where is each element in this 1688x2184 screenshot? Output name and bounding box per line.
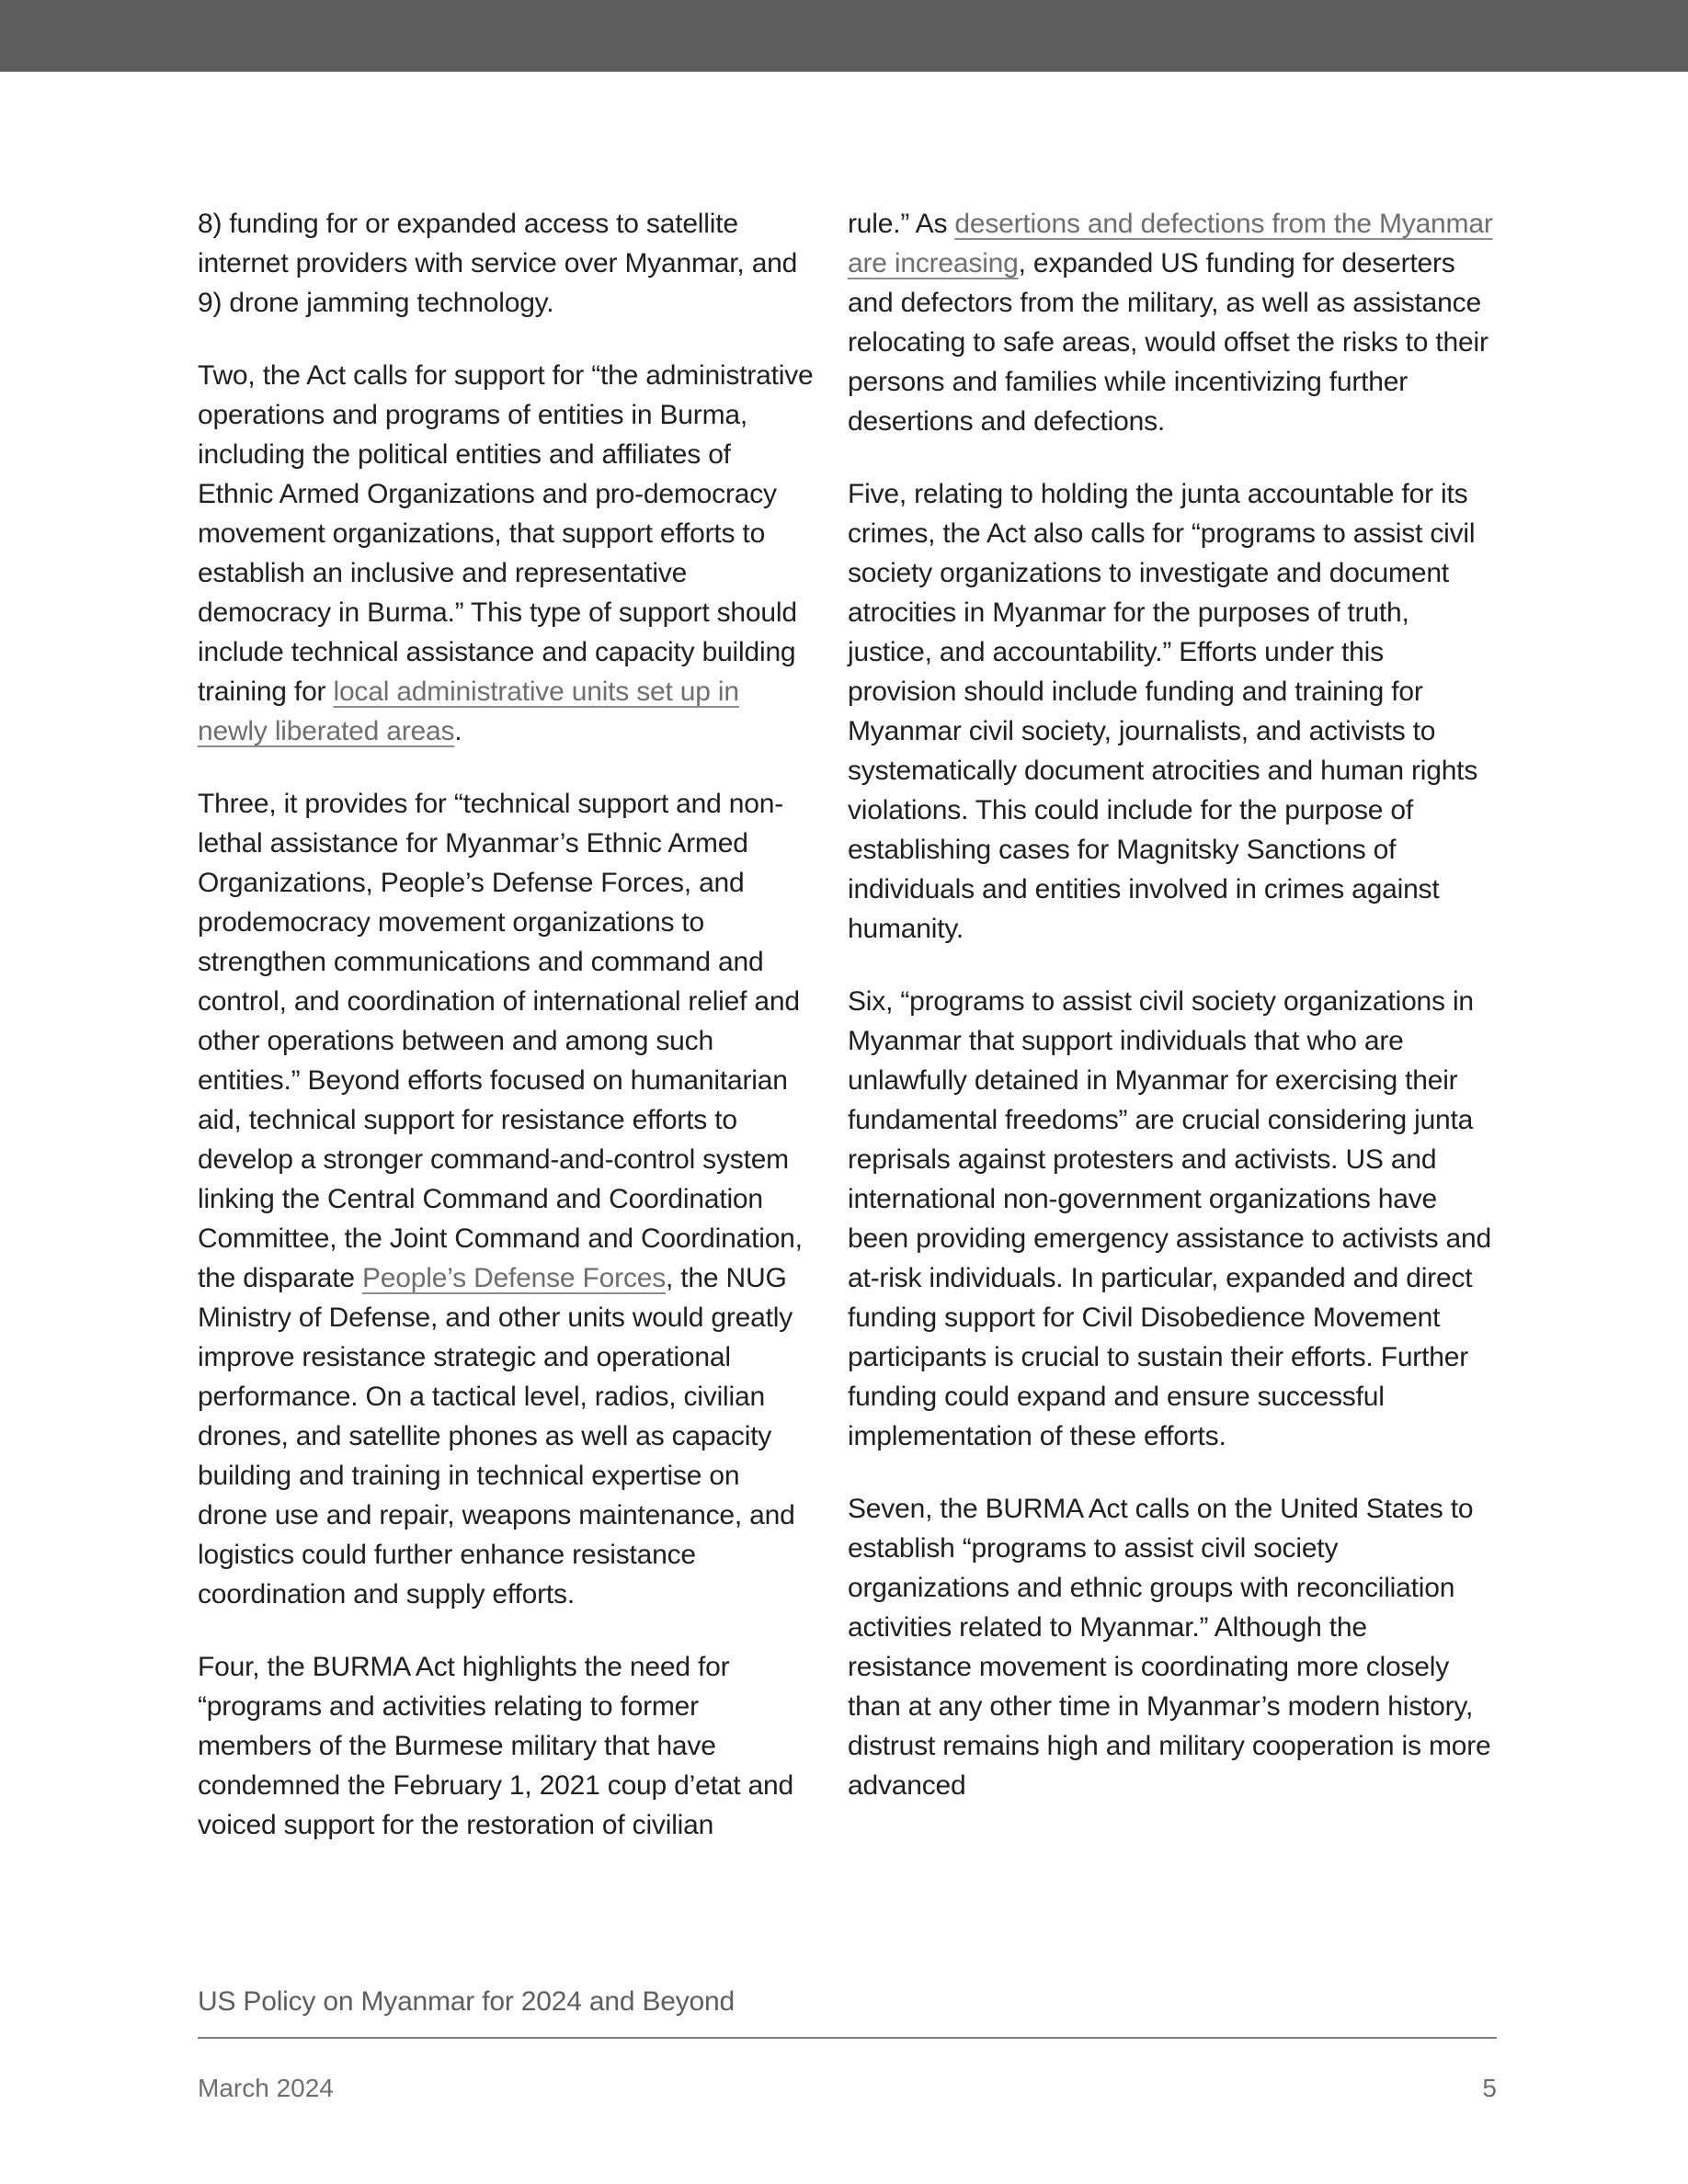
paragraph — [848, 1489, 1497, 1805]
paragraph — [198, 204, 814, 323]
text-segment: , expanded US funding for deserters and defectors from the military, as well as assistance relocating to safe areas, would offset the risks to their persons and families while incentivizing further desertions and defections. — [848, 248, 1488, 437]
inline-link[interactable]: People’s Defense Forces — [362, 1263, 667, 1293]
paragraph — [198, 1647, 814, 1845]
footer-meta-row — [198, 2073, 1497, 2104]
viewer-header-bar — [0, 0, 1688, 72]
right-column — [848, 204, 1497, 1845]
paragraph — [198, 784, 814, 1614]
paragraph — [848, 204, 1497, 441]
paragraph — [848, 982, 1497, 1456]
text-segment: , the NUG Ministry of Defense, and other units would greatly improve resistance strategic and operational performance. On a tactical level, radios, civilian drones, and satellite phones as well as capacity building and training in technical expertise on drone use and repair, weapons maintenance, and logistics could further enhance resistance coordination and supply efforts. — [198, 1263, 795, 1610]
inline-link[interactable]: desertions and defections from the Myanmar are increasing — [848, 209, 1493, 279]
text-segment: Seven, the BURMA Act calls on the United States to establish “programs to assist civil society organizations and ethnic groups with reconciliation activities related to Myanmar.” Although the resistance movement is coordinating more closely than at any other time in Myanmar’s modern history, distrust remains high and military cooperation is more advanced — [848, 1494, 1491, 1801]
text-segment: Three, it provides for “technical support and non-lethal assistance for Myanmar’s Ethnic Armed Organizations, People’s Defense Forces, and prodemocracy movement organizations to strengthen communications and command and control, and coordination of international relief and other operations between and among such entities.” Beyond efforts focused on humanitarian aid, technical support for resistance efforts to develop a stronger command-and-control system linking the Central Command and Coordination Committee, the Joint Command and Coordination, the disparate — [198, 789, 803, 1293]
document-title: US Policy on Myanmar for 2024 and Beyond — [198, 1986, 735, 2017]
text-segment: Four, the BURMA Act highlights the need for “programs and activities relating to former members of the Burmese military that have condemned the February 1, 2021 coup d’etat and voiced support for the restoration of civilian — [198, 1652, 793, 1840]
page-footer — [198, 1985, 1497, 2104]
text-segment: . — [454, 716, 462, 746]
footer-page-number: 5 — [1482, 2074, 1497, 2102]
paragraph — [848, 474, 1497, 949]
text-segment: 8) funding for or expanded access to satellite internet providers with service over Myanmar, and 9) drone jamming technology. — [198, 209, 798, 318]
footer-date: March 2024 — [198, 2074, 334, 2102]
text-segment: Five, relating to holding the junta accountable for its crimes, the Act also calls for “programs to assist civil society organizations to investigate and document atrocities in Myanmar for the purposes of truth, justice, and accountability.” Efforts under this provision should include funding and training for Myanmar civil society, journalists, and activists to systematically document atrocities and human rights violations. This could include for the purpose of establishing cases for Magnitsky Sanctions of individuals and entities involved in crimes against humanity. — [848, 479, 1478, 944]
inline-link[interactable]: local administrative units set up in newly liberated areas — [198, 677, 739, 746]
paragraph — [198, 356, 814, 751]
text-segment: rule.” As — [848, 209, 955, 239]
text-segment: Six, “programs to assist civil society organizations in Myanmar that support individuals that who are unlawfully detained in Myanmar for exercising their fundamental freedoms” are crucial considering junta reprisals against protesters and activists. US and international non-government organizations have been providing emergency assistance to activists and at-risk individuals. In particular, expanded and direct funding support for Civil Disobedience Movement participants is crucial to sustain their efforts. Further funding could expand and ensure successful implementation of these efforts. — [848, 986, 1491, 1451]
two-column-text-block — [198, 204, 1497, 1845]
text-segment: Two, the Act calls for support for “the administrative operations and programs of entities in Burma, including the political entities and affiliates of Ethnic Armed Organizations and pro-democracy movement organizations, that support efforts to establish an inclusive and representative democracy in Burma.” This type of support should include technical assistance and capacity building training for — [198, 360, 814, 707]
footer-divider — [198, 2037, 1497, 2039]
left-column — [198, 204, 814, 1845]
